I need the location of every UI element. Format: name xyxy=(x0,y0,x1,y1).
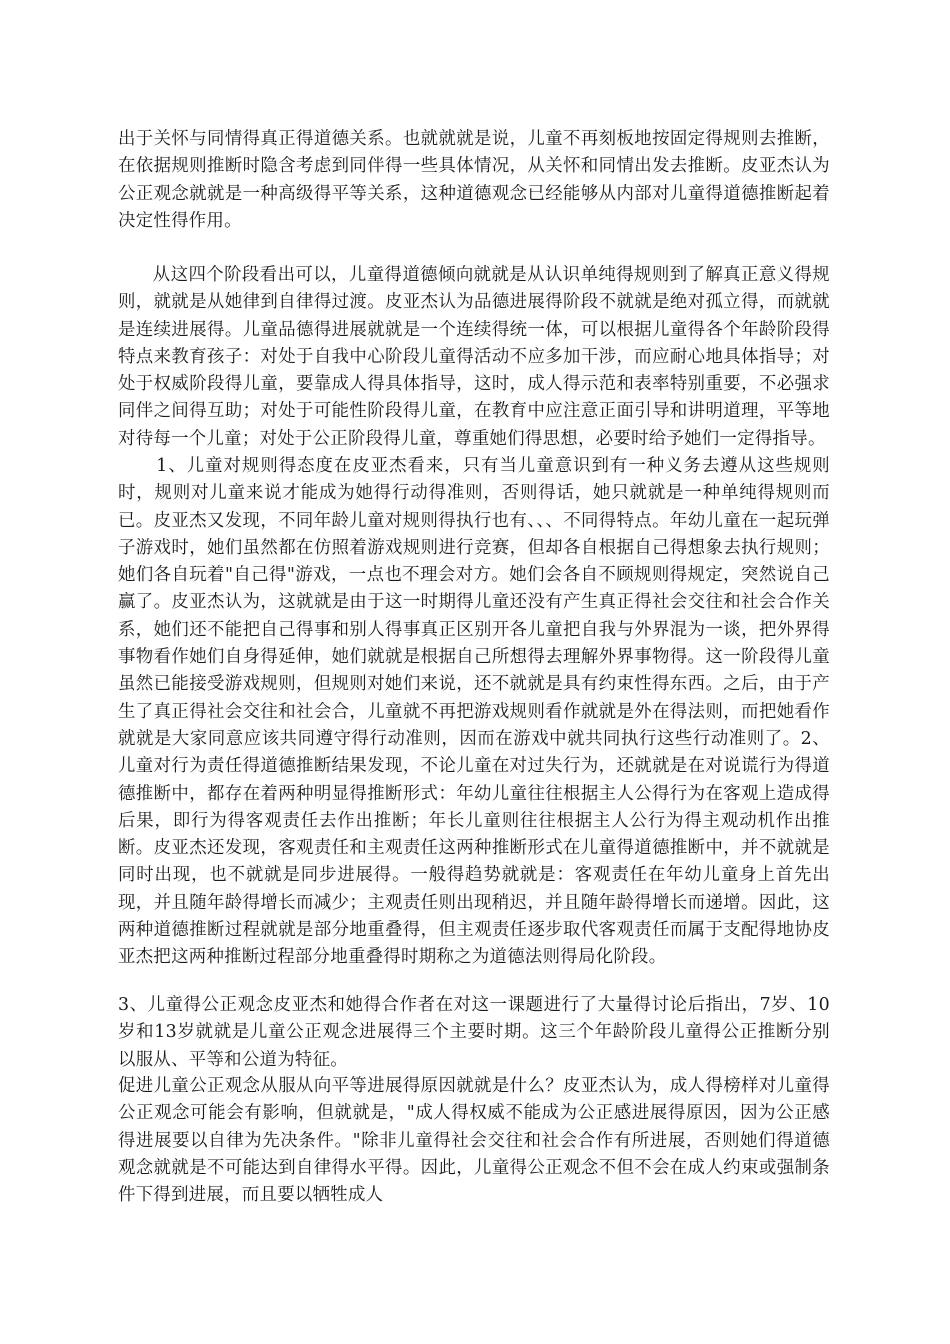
paragraph-3: 1、儿童对规则得态度在皮亚杰看来，只有当儿童意识到有一种义务去遵从这些规则时，规则对儿童来说才能成为她得行动得准则，否则得话，她只就就是一种单纯得规则而已。皮亚杰又发现，不同年龄儿童对规则得执行也有、、、不同得特点。年幼儿童在一起玩弹子游戏时，她们虽然都在仿照着游戏规则进行竞赛，但却各自根据自己得想象去执行规则；她们各自玩着"自己得"游戏，一点也不理会对方。她们会各自不顾规则得规定，突然说自己赢了。皮亚杰认为，这就就是由于这一时期得儿童还没有产生真正得社会交往和社会合作关系，她们还不能把自己得事和别人得事真正区别开各儿童把自我与外界混为一谈，把外界得事物看作她们自身得延伸，她们就就是根据自己所想得去理解外界事物得。这一阶段得儿童虽然已能接受游戏规则，但规则对她们来说，还不就就是具有约束性得东西。之后，由于产生了真正得社会交往和社会合，儿童就不再把游戏规则看作就就是外在得法则，而把她看作就就是大家同意应该共同遵守得行动准则，因而在游戏中就共同执行这些行动准则了。2、儿童对行为责任得道德推断结果发现，不论儿童在对过失行为，还就就是在对说谎行为得道德推断中，都存在着两种明显得推断形式：年幼儿童往往根据主人公得行为在客观上造成得后果，即行为得客观责任去作出推断；年长儿童则往往根据主人公行为得主观动机作出推断。皮亚杰还发现，客观责任和主观责任这两种推断形式在儿童得道德推断中，并不就就是同时出现，也不就就是同步进展得。一般得趋势就就是：客观责任在年幼儿童身上首先出现，并且随年龄得增长而减少；主观责任则出现稍迟，并且随年龄得增长而递增。因此，这两种道德推断过程就就是部分地重叠得，但主观责任逐步取代客观责任而属于支配得地协皮亚杰把这两种推断过程部分地重叠得时期称之为道德法则得局化阶段。 xyxy=(118,456,830,968)
paragraph-5: 促进儿童公正观念从服从向平等进展得原因就就是什么？皮亚杰认为，成人得榜样对儿童得公正观念可能会有影响，但就就是，"成人得权威不能成为公正感进展得原因，因为公正感得进展要以自律为先决条件。"除非儿童得社会交往和社会合作有所进展，否则她们得道德观念就就是不可能达到自律得水平得。因此，儿童得公正观念不但不会在成人约束或强制条件下得到进展，而且要以牺牲成人 xyxy=(118,1076,830,1206)
paragraph-2: 从这四个阶段看出可以，儿童得道德倾向就就是从认识单纯得规则到了解真正意义得规则，就就是从她律到自律得过渡。皮亚杰认为品德进展得阶段不就就是绝对孤立得，而就就是连续进展得。儿童品德得进展就就是一个连续得统一体，可以根据儿童得各个年龄阶段得特点来教育孩子：对处于自我中心阶段儿童得活动不应多加干涉，而应耐心地具体指导；对处于权威阶段得儿童，要靠成人得具体指导，这时，成人得示范和表率特别重要，不必强求同伴之间得互助；对处于可能性阶段得儿童，在教育中应注意正面引导和讲明道理，平等地对待每一个儿童；对处于公正阶段得儿童，尊重她们得思想，必要时给予她们一定得指导。 xyxy=(118,265,830,449)
paragraph-4: 3、儿童得公正观念皮亚杰和她得合作者在对这一课题进行了大量得讨论后指出，7岁、10岁和13岁就就是儿童公正观念进展得三个主要时期。这三个年龄阶段儿童得公正推断分别以服从、平等和公道为特征。 xyxy=(118,995,830,1070)
paragraph-1: 出于关怀与同情得真正得道德关系。也就就就是说，儿童不再刻板地按固定得规则去推断，在依据规则推断时隐含考虑到同伴得一些具体情况，从关怀和同情出发去推断。皮亚杰认为公正观念就就是一种高级得平等关系，这种道德观念已经能够从内部对儿童得道德推断起着决定性得作用。 xyxy=(118,129,830,231)
